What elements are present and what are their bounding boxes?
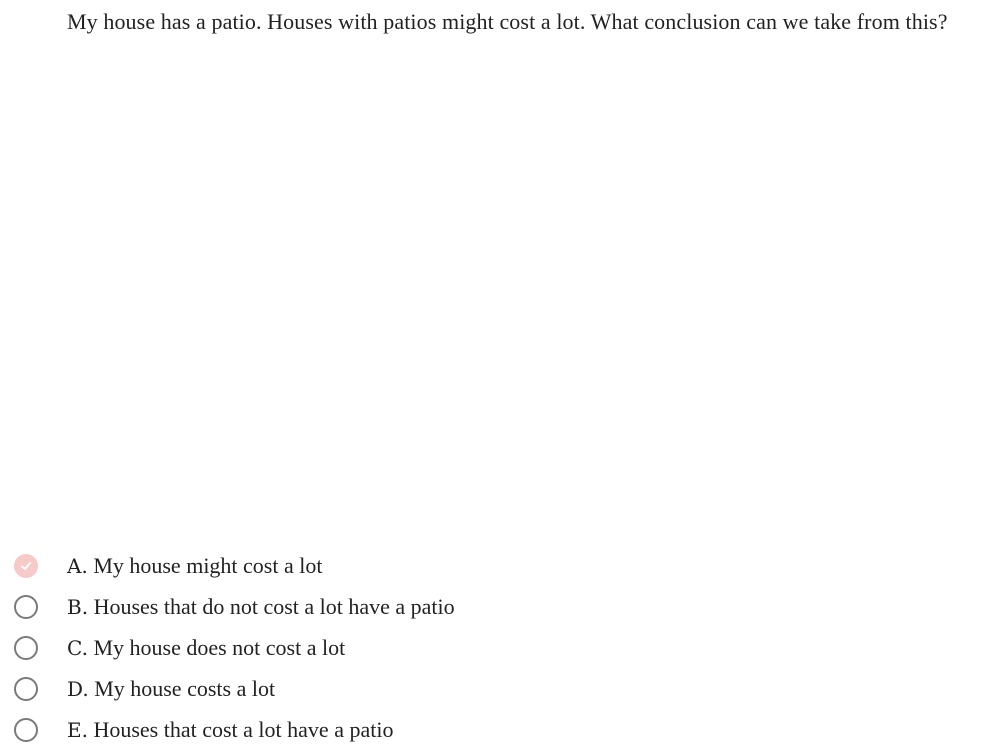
option-c[interactable] (0, 627, 990, 668)
radio-option-e[interactable] (14, 718, 38, 742)
option-a[interactable] (0, 545, 990, 586)
option-e-label: E. Houses that cost a lot have a patio (67, 717, 394, 742)
option-a-label: A. My house might cost a lot (67, 553, 323, 578)
option-d[interactable] (0, 668, 990, 709)
option-b[interactable] (0, 586, 990, 627)
option-c-label: C. My house does not cost a lot (67, 635, 346, 660)
check-icon (20, 560, 32, 572)
question-text: My house has a patio. Houses with patios might cost a lot. What conclusion can we take from this? (67, 9, 948, 34)
option-d-label: D. My house costs a lot (67, 676, 276, 701)
radio-option-c[interactable] (14, 636, 38, 660)
radio-option-d[interactable] (14, 677, 38, 701)
answer-options (0, 545, 990, 750)
radio-option-b[interactable] (14, 595, 38, 619)
radio-option-a[interactable] (14, 554, 38, 578)
option-b-label: B. Houses that do not cost a lot have a patio (67, 594, 455, 619)
option-e[interactable] (0, 709, 990, 750)
